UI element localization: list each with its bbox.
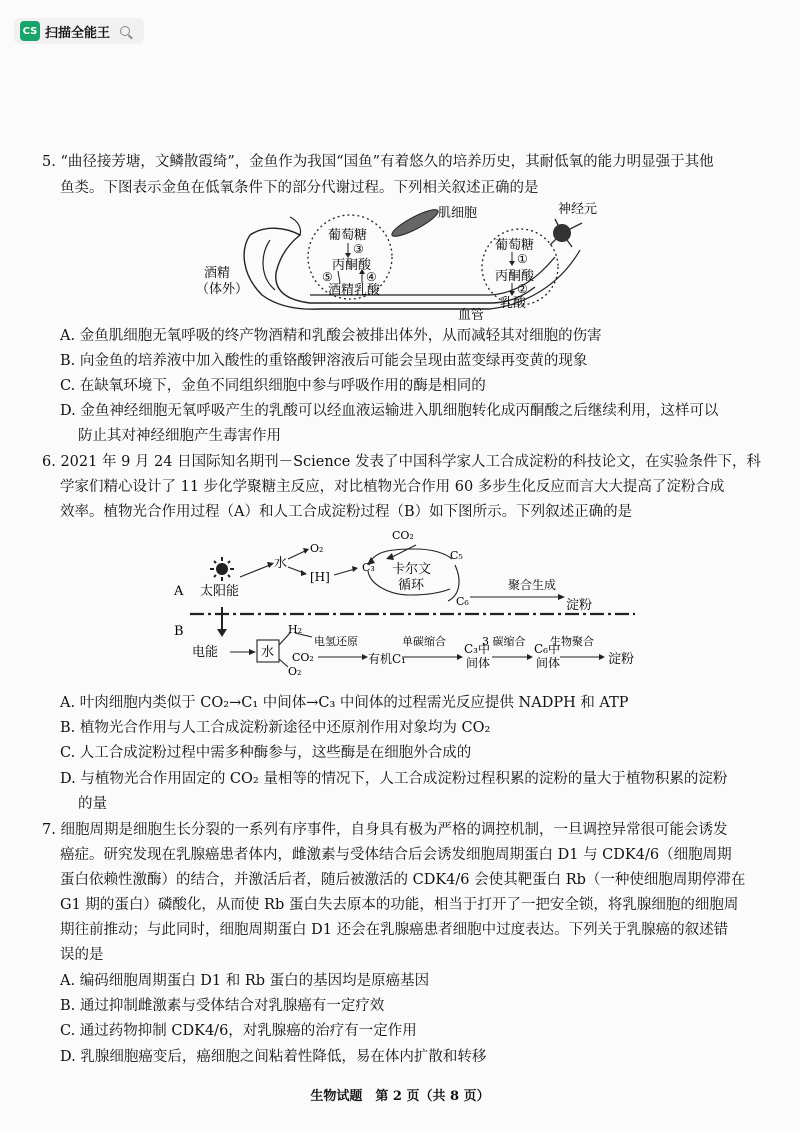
outside-label: （体外） [196,282,249,297]
polymerize-label: 聚合生成 [508,578,557,592]
c5-label: C₅ [450,549,463,562]
q7-stem-line6: 误的是 [60,947,104,963]
vessel-label: 血管 [458,308,485,320]
q6-photosynthesis-diagram [170,525,640,690]
c2-pyruvate: 丙酮酸 [495,269,535,284]
q7-stem-line5: 期往前推动；与此同时，细胞周期蛋白 D1 还会在乳腺癌患者细胞中过度表达。下列关于乳腺癌的叙述错 [60,922,729,938]
q6-option-a: A. 叶肉细胞内类似于 CO₂→C₁ 中间体→C₃ 中间体的过程需光反应提供 NADPH 和 ATP [60,695,629,711]
q6-option-c: C. 人工合成淀粉过程中需多种酶参与，这些酶是在细胞外合成的 [60,745,472,761]
starch-bottom: 淀粉 [608,652,635,667]
label-a: A [174,584,184,599]
three-condense-label: 3 碳缩合 [482,635,526,648]
neuron-label: 神经元 [558,202,598,217]
hydrogen-reduction-label: 电氢还原 [314,635,358,648]
single-condense-label: 单碳缩合 [402,635,446,648]
q5-option-d-line2: 防止其对神经细胞产生毒害作用 [78,428,281,444]
q5-stem-line2: 鱼类。下图表示金鱼在低氧条件下的部分代谢过程。下列相关叙述正确的是 [60,180,539,196]
alcohol-label: 酒精 [204,266,231,281]
q6-option-d-line1: D. 与植物光合作用固定的 CO₂ 量相等的情况下，人工合成淀粉过程积累的淀粉的量大于植物积累的淀粉 [60,771,728,787]
q7-stem-line2: 癌症。研究发现在乳腺癌患者体内，雌激素与受体结合后会诱发细胞周期蛋白 D1 与 CDK4/6（细胞周期 [60,847,732,863]
c2-glucose: 葡萄糖 [495,238,535,253]
q6-stem-line3: 效率。植物光合作用过程（A）和人工合成淀粉过程（B）如下图所示。下列叙述正确的是 [60,504,633,520]
calvin-line2: 循环 [398,578,425,593]
q7-option-b: B. 通过抑制雌激素与受体结合对乳腺癌有一定疗效 [60,998,385,1014]
c3-intermediate-2: 间体 [466,656,491,670]
q7-stem-line1: 7. 细胞周期是细胞生长分裂的一系列有序事件，自身具有极为严格的调控机制，一旦调控异常很可能会诱发 [42,822,728,838]
water-top: 水 [274,556,288,571]
q5-option-b: B. 向金鱼的培养液中加入酸性的重铬酸钾溶液后可能会呈现由蓝变绿再变黄的现象 [60,353,588,369]
o2-bottom: O₂ [288,665,302,678]
solar-label: 太阳能 [200,584,240,599]
q7-option-a: A. 编码细胞周期蛋白 D1 和 Rb 蛋白的基因均是原癌基因 [60,973,430,989]
c2-lactate: 乳酸 [500,296,527,311]
co2-top: CO₂ [392,529,414,542]
search-icon[interactable] [120,26,130,36]
sun-icon [210,557,234,581]
c3-intermediate-1: C₃中 [464,642,490,656]
electric-label: 电能 [192,645,219,660]
h2-label: H₂ [288,623,303,636]
q6-option-b: B. 植物光合作用与人工合成淀粉新途径中还原剂作用对象均为 CO₂ [60,720,491,736]
q5-option-a: A. 金鱼肌细胞无氧呼吸的终产物酒精和乳酸会被排出体外，从而减轻其对细胞的伤害 [60,328,602,344]
q5-stem-line1: 5. “曲径接芳塘，文鳞散霞绮”，金鱼作为我国“国鱼”有着悠久的培养历史，其耐低氧的能力明显强于其他 [42,154,714,170]
calvin-line1: 卡尔文 [392,562,432,577]
q7-option-c: C. 通过药物抑制 CDK4/6，对乳腺癌的治疗有一定作用 [60,1023,417,1039]
q6-option-d-line2: 的量 [78,796,107,812]
scanner-app-bar [14,18,144,44]
q7-stem-line4: G1 期的蛋白）磷酸化，从而使 Rb 蛋白失去原本的功能，相当于打开了一把安全锁，将乳腺细胞的细胞周 [60,897,739,913]
c1-step5: ⑤ [322,270,333,284]
c6-intermediate-1: C₆中 [534,642,560,656]
q6-stem-line1: 6. 2021 年 9 月 24 日国际知名期刊－Science 发表了中国科学家人工合成淀粉的科技论文，在实验条件下，科 [42,454,761,470]
q5-metabolism-diagram [190,195,610,320]
app-name: 扫描全能王 [45,25,111,41]
q5-option-c: C. 在缺氧环境下，金鱼不同组织细胞中参与呼吸作用的酶是相同的 [60,378,486,394]
c2-step2: ② [517,282,528,296]
label-b: B [174,624,184,639]
c3-label: C₃ [362,561,375,574]
c1-step4: ④ [366,270,377,284]
water-box: 水 [261,645,275,660]
h-top: [H] [310,570,330,584]
c6-intermediate-2: 间体 [536,656,561,670]
c2-step1: ① [517,252,528,266]
app-logo: CS [20,21,40,41]
co2-bottom: CO₂ [292,651,314,664]
c1-products: 酒精乳酸 [328,283,381,298]
starch-top: 淀粉 [566,598,593,613]
o2-top: O₂ [310,542,324,555]
q7-option-d: D. 乳腺细胞癌变后，癌细胞之间粘着性降低，易在体内扩散和转移 [60,1049,487,1065]
bio-polymer-label: 生物聚合 [550,635,594,648]
page-footer: 生物试题 第 2 页（共 8 页） [310,1089,490,1104]
q7-stem-line3: 蛋白依赖性激酶）的结合，并激活后者，随后被激活的 CDK4/6 会使其靶蛋白 Rb（一种使细胞周期停滞在 [60,872,746,888]
c6-label: C₆ [456,595,469,608]
c1-step3: ③ [353,242,364,256]
muscle-cell-label: 肌细胞 [438,206,478,221]
c1-glucose: 葡萄糖 [328,228,368,243]
q5-option-d-line1: D. 金鱼神经细胞无氧呼吸产生的乳酸可以经血液运输进入肌细胞转化成丙酮酸之后继续利用，这样可以 [60,403,719,419]
organic-c1: 有机C₁ [368,652,406,666]
c1-pyruvate: 丙酮酸 [332,258,372,273]
q6-stem-line2: 学家们精心设计了 11 步化学聚糖主反应，对比植物光合作用 60 多步生化反应而言大大提高了淀粉合成 [60,479,725,495]
